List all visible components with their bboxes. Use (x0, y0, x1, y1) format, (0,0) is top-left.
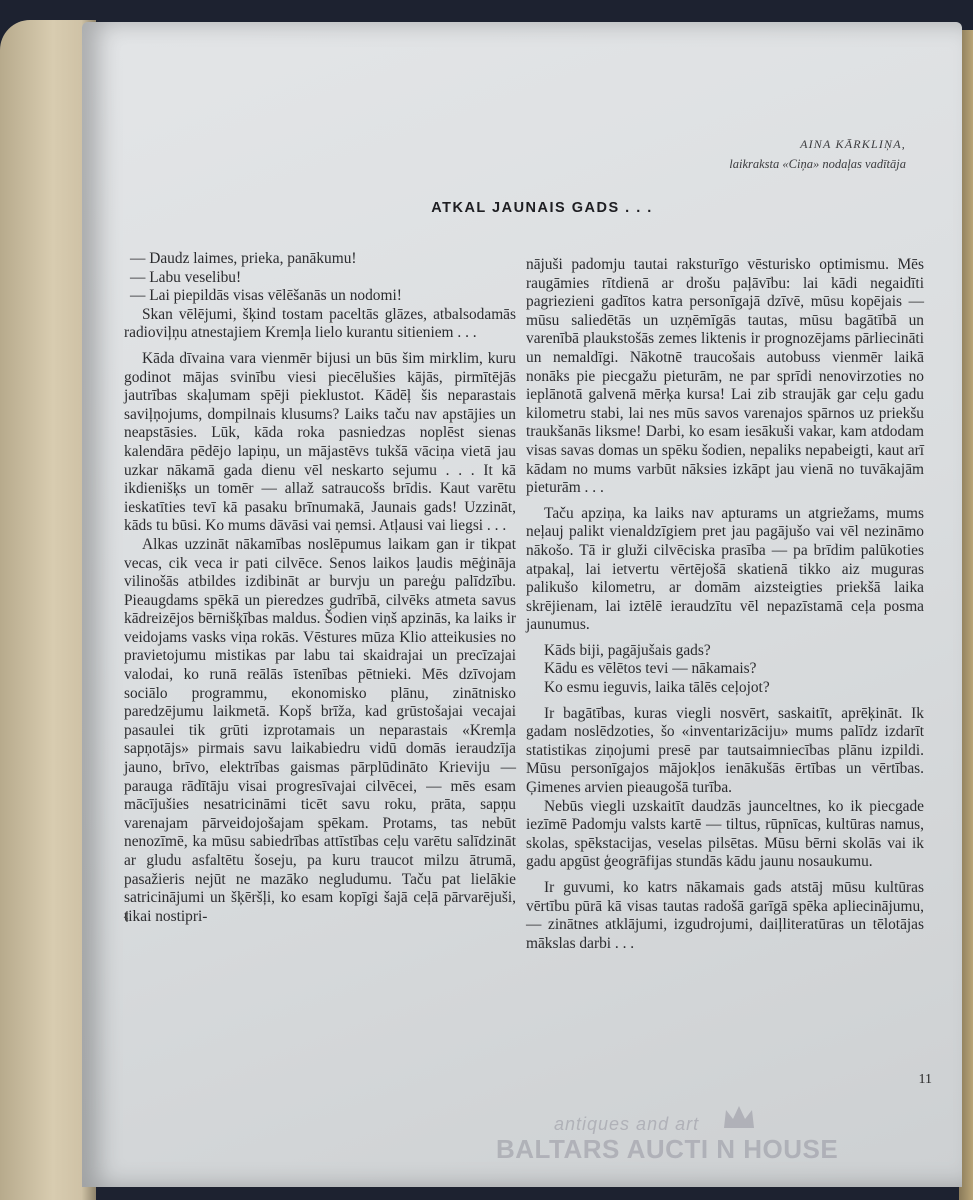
paragraph: Ir guvumi, ko katrs nākamais gads atstāj mūsu kultūras vērtību pūrā kā visas tautas radošā garīgā spēka apliecinājumu, — zinātnes atklājumi, izgudrojumi, daiļliteratūras un tēlotājas mākslas darbi . . . (526, 879, 924, 952)
author-role: laikraksta «Ciņa» nodaļas vadītāja (729, 157, 906, 171)
paragraph: Kāda dīvaina vara vienmēr bijusi un būs šim mirklim, kuru godinot mājas svinību viesi piecēlušies kājās, pirmītējās jautrības skaļumam spēji pieklustot. Kādēļ šis neparastais saviļņojums, dompilnais klusums? Laiks taču nav apstājies un neapstāsies. Lūk, kāda roka pasniedzas noplēst sienas kalendāra pēdējo lapiņu, un mājastēvs tukšā vāciņa vietā jau uzkar nākamā gada dienu vēl neskarto sejumu . . . It kā ikdienišķs un tomēr — allaž satraucošs brīdis. Kaut varētu ieskatīties tevī kā pasaku brīnumakā, Jaunais gads! Uzzināt, kāds tu būsi. Ko mums dāvāsi vai ņemsi. Atļausi vai liegsi . . . (124, 349, 516, 535)
pencil-mark-icon (122, 910, 132, 924)
paragraph: — Lai piepildās visas vēlēšanās un nodomi! (130, 287, 402, 305)
author-block (729, 134, 906, 174)
author-name: AINA KĀRKLIŅA, (800, 137, 906, 151)
magazine-page (82, 22, 962, 1187)
watermark-brand: BALTARS AUCTI N HOUSE (496, 1134, 839, 1164)
paragraph: Ko esmu ieguvis, laika tālēs ceļojot? (544, 679, 770, 697)
article-title: ATKAL JAUNAIS GADS . . . (431, 200, 653, 216)
paragraph: Kādu es vēlētos tevi — nākamais? (544, 660, 757, 678)
paragraph: nājuši padomju tautai raksturīgo vēsturisko optimismu. Mēs raugāmies rītdienā ar drošu paļāvību: lai kādi negaidīti pagriezieni gadītos katra personīgajā dzīvē, mūsu kopējais — mūsu saliedētās un uzņēmīgās tautas, mūsu bagātībā un varenībā plaukstošās zemes liktenis ir prognozējams pārliecināti un nemaldīgi. Nākotnē traucošais autobuss vienmēr laikā nonāks pie piecgažu pieturām, ne par sprīdi nenovirzoties no ieplānotā galvenā mērķa kursa! Lai zib straujāk gar ceļu gadu kilometru stabi, lai nes mūs savos varenajos spārnos uz priekšu traukšanās liksme! Darbi, ko esam iesākuši vakar, kam atdodam visas savas domas un spēku šodien, nepaliks nepabeigti, kaut arī kādam no mums varbūt nāksies izkāpt jau vienā no tuvākajām pieturām . . . (526, 256, 924, 497)
watermark (496, 1108, 896, 1168)
paragraph: Taču apziņa, ka laiks nav apturams un atgriežams, mums neļauj palikt vienaldzīgiem pret jau pagājušo vai vēl nezināmo nākošo. Tā ir gluži cilvēciska prasība — pa brīdim palūkoties atpakaļ, lai ietvertu vērtējošā skatienā tikko aiz muguras palikušo kilometru, ar domām aizsteigties priekšā laika skrējienam, lai iztēlē ieraudzītu vēl nepazīstamā ceļa posma jaunumus. (526, 504, 924, 634)
crown-icon (722, 1104, 756, 1132)
page-number: 11 (918, 1072, 932, 1087)
paragraph: Alkas uzzināt nākamības noslēpumus laikam gan ir tikpat vecas, cik veca ir pati cilvēce. Senos laikos ļaudis mēģināja vilinošās atbildes izdibināt ar burvju un pareģu palīdzību. Pieaugdams spēkā un pieredzes gudrībā, cilvēks atmeta savus kādreizējos bērnišķības maldus. Šodien viņš apzinās, ka laiks ir veidojams vasks viņa rokās. Vēstures mūza Klio atteikusies no pravietojumu mistikas par labu tai skaidrajai un precīzajai valodai, ko runā reālās īstenības pētnieki. Mēs dzīvojam sociālo programmu, ekonomisko plānu, zinātnisko paredzējumu laikmetā. Kopš brīža, kad grūstošajai vecajai pasaulei tik grūti izprotamais un neparastais «Kremļa sapņotājs» pirmais savu laikabiedru vidū domās ieraudzīja jauno, brīvo, elektrības gaismas pārplūdināto Krieviju — parauga rādītāju visai progresīvajai cilvēcei, — mēs esam mācījušies nesatricināmi ticēt savu roku, prāta, sapņu varenajam pārveidojošajam spēkam. Protams, tas nebūt nenozīmē, ka mūsu sabiedrības attīstības ceļu varētu salīdzināt ar gludu asfaltētu šoseju, pa kuru traucot milzu ātrumā, pasažieris nejūt ne mazāko negludumu. Taču pat lielākie satricinājumi un šķēršļi, ko esam kopīgi šajā ceļā pārvarējuši, tikai nostipri- (124, 535, 516, 925)
left-column (124, 250, 516, 926)
paragraph: — Labu veselibu! (130, 268, 242, 286)
paragraph: Nebūs viegli uzskaitīt daudzās jaunceltnes, ko ik piecgade iezīmē Padomju valsts kartē — tiltus, rūpnīcas, kultūras namus, skolas, spēkstacijas, veselas pilsētas. Mūsu bērni skolās vai ik gadu apgūst ģeogrāfijas stundās kādu jaunu nosaukumu. (526, 797, 924, 871)
paragraph: Ir bagātības, kuras viegli nosvērt, saskaitīt, aprēķināt. Ik gadam noslēdzoties, šo «inventarizāciju» mums palīdz izdarīt statistikas ziņojumi presē par tautsaimniecības plānu izpildi. Mūsu personīgajos mājokļos ienākušās ērtības un vērtības. Ģimenes arvien pieaugošā turība. (526, 704, 924, 797)
right-column (526, 256, 924, 953)
paragraph: — Daudz laimes, prieka, panākumu! (130, 250, 357, 267)
paragraph: Kāds biji, pagājušais gads? (544, 641, 711, 659)
watermark-tagline: antiques and art (554, 1114, 700, 1134)
paragraph: Skan vēlējumi, šķind tostam paceltās glāzes, atbalsodamās radioviļņu atnestajiem Kremļa lielo kurantu sitieniem . . . (124, 305, 516, 342)
